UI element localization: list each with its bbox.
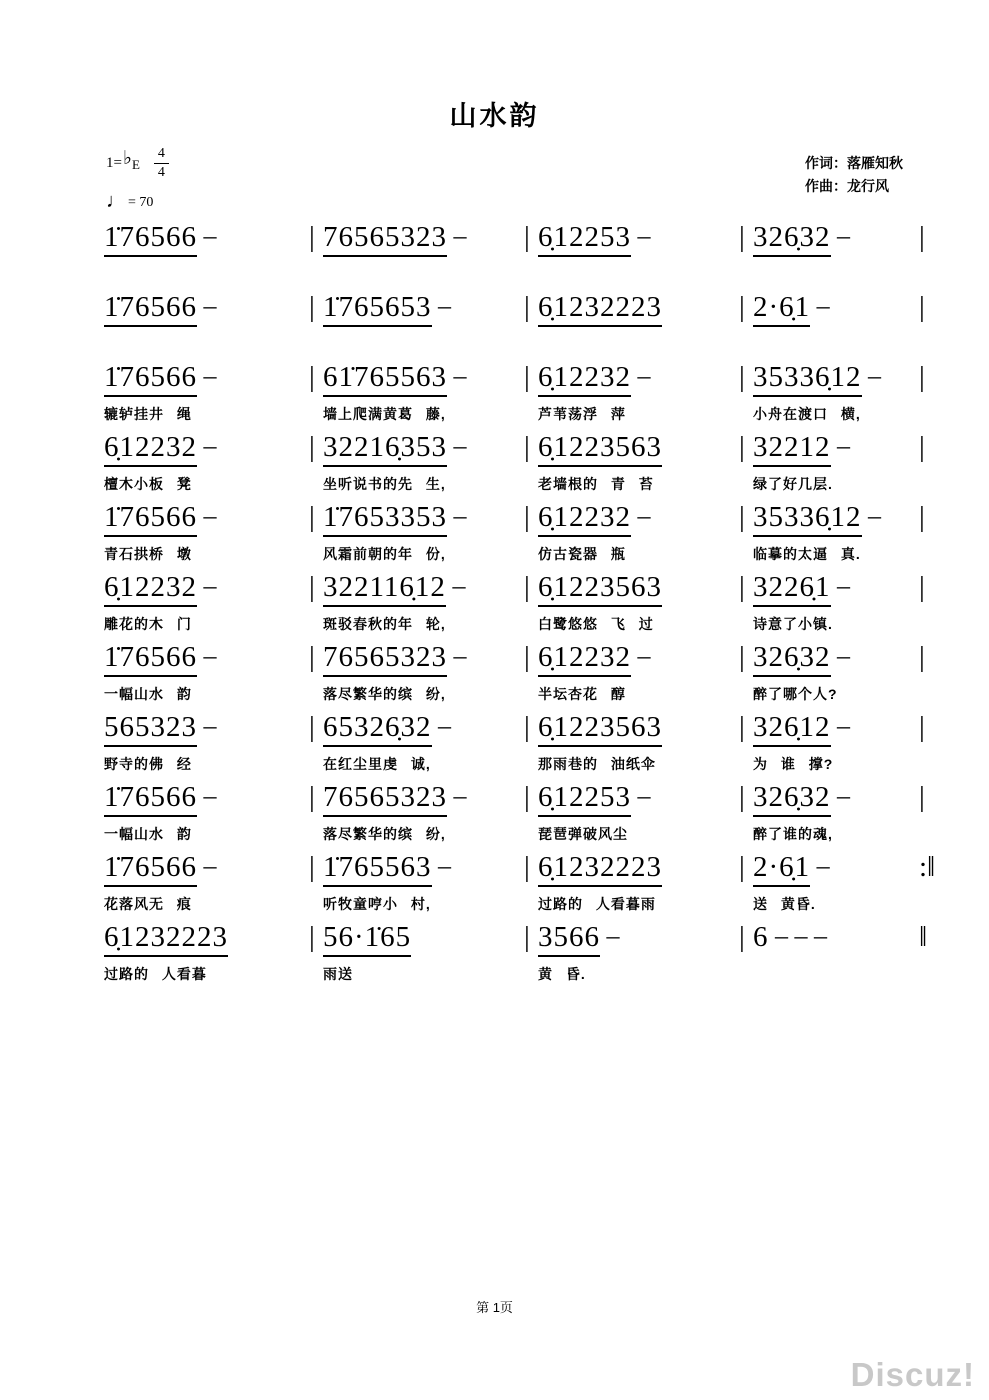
note-group: 6̣1223563: [538, 570, 662, 607]
lyric-line: 一幅山水 韵: [104, 686, 192, 702]
key-prefix: 1=: [106, 155, 122, 172]
barline: |: [309, 571, 315, 603]
duration-dashes: –: [197, 781, 217, 810]
lyric-line: 辘轳挂井 绳: [104, 406, 192, 422]
duration-dashes: –: [830, 641, 850, 670]
note-line: [538, 500, 739, 537]
measure: [538, 360, 739, 424]
note-group: 6̣12232: [538, 640, 631, 677]
note-group: 6̣1232223: [538, 290, 662, 327]
score-row: [104, 570, 940, 640]
note-line: [753, 430, 919, 467]
score-row: [104, 850, 940, 920]
score-row: [104, 290, 940, 360]
note-group: 6̣1232223: [538, 850, 662, 887]
note-group: 1̇76566: [104, 500, 197, 537]
duration-dashes: – – –: [768, 921, 827, 950]
score-row: [104, 640, 940, 710]
note-line: [753, 500, 919, 537]
barline: |: [739, 851, 745, 883]
lyric-line: 雨送: [323, 966, 353, 982]
note-line: [538, 430, 739, 467]
duration-dashes: –: [197, 431, 217, 460]
score-row: [104, 430, 940, 500]
note-group: 2·6̣1: [753, 290, 810, 327]
measure: [753, 850, 919, 914]
note-group: 6̣12232: [104, 570, 197, 607]
duration-dashes: –: [861, 501, 881, 530]
measure: [753, 640, 919, 704]
note-group: 32212: [753, 430, 831, 467]
barline: |: [739, 641, 745, 673]
measure: [104, 290, 309, 352]
measure: [323, 500, 524, 564]
time-signature-upper: 4: [154, 146, 169, 164]
score-row: [104, 500, 940, 570]
duration-dashes: –: [631, 501, 651, 530]
measure: [538, 640, 739, 704]
barline: |: [524, 291, 530, 323]
note-group: 6̣12253: [538, 220, 631, 257]
duration-dashes: –: [810, 851, 830, 880]
end-barline: |: [919, 221, 925, 253]
note-group: 6̣1223563: [538, 710, 662, 747]
note-group: 326̣12: [753, 710, 831, 747]
lyric-line: 仿古瓷器 瓶: [538, 546, 626, 562]
note-line: [538, 780, 739, 817]
note-line: [104, 500, 309, 537]
end-barline: ‖: [919, 921, 928, 953]
composer-credit: 作曲：龙行风: [805, 178, 889, 195]
lyricist-credit: 作词：落雁知秋: [805, 155, 903, 171]
barline: |: [739, 431, 745, 463]
measure: [104, 220, 309, 282]
lyric-line: 雕花的木 门: [104, 616, 192, 632]
key-signature: [106, 146, 169, 181]
note-group: 6̣1223563: [538, 430, 662, 467]
note-group: 56·1̇65: [323, 920, 411, 957]
barline: |: [739, 571, 745, 603]
note-line: [104, 710, 309, 747]
barline: |: [524, 501, 530, 533]
lyric-line: [753, 264, 919, 282]
duration-dashes: –: [197, 711, 217, 740]
note-line: [104, 780, 309, 817]
barline: |: [524, 221, 530, 253]
note-group: 6̣12232: [538, 360, 631, 397]
score: [104, 220, 940, 990]
barline: |: [309, 781, 315, 813]
time-signature-lower: 4: [157, 165, 165, 181]
tempo-equals: =: [128, 195, 136, 211]
lyric-line: 斑驳春秋的年 轮,: [323, 616, 446, 632]
note-line: [323, 640, 524, 677]
barline: |: [309, 641, 315, 673]
note-line: [323, 360, 524, 397]
barline: |: [739, 781, 745, 813]
note-group: 6̣12253: [538, 780, 631, 817]
note-group: 1̇76566: [104, 850, 197, 887]
duration-dashes: –: [197, 571, 217, 600]
note-line: [753, 220, 919, 257]
note-line: [538, 920, 739, 957]
lyric-line: 花落风无 痕: [104, 896, 192, 912]
score-row: [104, 780, 940, 850]
note-group: 1̇76566: [104, 220, 197, 257]
lyric-line: 野寺的佛 经: [104, 756, 192, 772]
barline: |: [309, 431, 315, 463]
note-line: [753, 920, 919, 955]
lyric-line: 半坛杏花 醇: [538, 686, 626, 702]
note-line: [323, 500, 524, 537]
note-line: [753, 290, 919, 327]
barline: |: [524, 361, 530, 393]
lyric-line: 为 谁 撑?: [753, 756, 834, 772]
note-group: 1̇765653: [323, 290, 432, 327]
barline: |: [524, 571, 530, 603]
lyric-line: [538, 334, 739, 352]
tempo-marking: [106, 189, 169, 212]
measure: [538, 570, 739, 634]
barline: |: [524, 711, 530, 743]
note-line: [538, 360, 739, 397]
measure: [323, 710, 524, 774]
note-group: 1̇76566: [104, 640, 197, 677]
lyric-line: [538, 264, 739, 282]
barline: |: [739, 921, 745, 953]
note-group: 326̣32: [753, 780, 831, 817]
barline: |: [739, 711, 745, 743]
lyric-line: [104, 264, 309, 282]
measure: [753, 360, 919, 424]
barline: |: [309, 501, 315, 533]
duration-dashes: –: [830, 431, 850, 460]
duration-dashes: –: [830, 711, 850, 740]
lyric-line: 在红尘里虔 诚,: [323, 756, 431, 772]
duration-dashes: –: [447, 781, 467, 810]
duration-dashes: –: [830, 571, 850, 600]
note-line: [538, 290, 739, 327]
barline: |: [739, 501, 745, 533]
note-line: [104, 220, 309, 257]
lyric-line: 芦苇荡浮 萍: [538, 406, 626, 422]
lyric-line: 青石拱桥 墩: [104, 546, 192, 562]
score-row: [104, 360, 940, 430]
end-barline: |: [919, 641, 925, 673]
end-barline: :‖: [919, 851, 936, 883]
measure: [323, 360, 524, 424]
barline: |: [524, 781, 530, 813]
note-group: 6̣12232: [538, 500, 631, 537]
measure: [753, 570, 919, 634]
lyric-line: 风霜前朝的年 份,: [323, 546, 446, 562]
measure: [538, 780, 739, 844]
note-group: 35336̣12: [753, 360, 862, 397]
measure: [753, 290, 919, 352]
song-title: 山水韵: [449, 101, 540, 131]
score-row: [104, 920, 940, 990]
credits: [805, 152, 903, 198]
note-group: 565323: [104, 710, 197, 747]
note-group: 1̇76566: [104, 360, 197, 397]
note-line: [323, 570, 524, 607]
note-line: [753, 360, 919, 397]
note-line: [104, 430, 309, 467]
measure: [104, 500, 309, 564]
measure: [323, 220, 524, 282]
end-barline: |: [919, 781, 925, 813]
note-line: [753, 710, 919, 747]
note-line: [323, 710, 524, 747]
duration-dashes: –: [631, 221, 651, 250]
lyric-line: 落尽繁华的缤 纷,: [323, 826, 446, 842]
note-line: [753, 850, 919, 887]
note-group: 76565323: [323, 220, 447, 257]
note-line: [753, 640, 919, 677]
note-line: [104, 570, 309, 607]
measure: [753, 780, 919, 844]
note-group: 6̣1232223: [104, 920, 228, 957]
note-line: [104, 290, 309, 327]
tempo-bpm: 70: [139, 195, 154, 211]
note-group: 3226̣1: [753, 570, 831, 607]
barline: |: [524, 921, 530, 953]
note-group: 35336̣12: [753, 500, 862, 537]
duration-dashes: –: [197, 501, 217, 530]
duration-dashes: –: [197, 291, 217, 320]
measure: [323, 430, 524, 494]
barline: |: [739, 361, 745, 393]
lyric-line: 临摹的太逼 真.: [753, 546, 861, 562]
measure: [104, 430, 309, 494]
lyric-line: 小舟在渡口 横,: [753, 406, 861, 422]
note-line: [538, 850, 739, 887]
end-barline: |: [919, 501, 925, 533]
duration-dashes: –: [447, 221, 467, 250]
duration-dashes: –: [197, 221, 217, 250]
note-line: [323, 850, 524, 887]
note-line: [323, 780, 524, 817]
duration-dashes: –: [431, 851, 451, 880]
lyric-line: [323, 264, 524, 282]
note-line: [538, 710, 739, 747]
barline: |: [309, 361, 315, 393]
note-line: [538, 220, 739, 257]
barline: |: [524, 641, 530, 673]
measure: [323, 640, 524, 704]
duration-dashes: –: [830, 221, 850, 250]
measure: [104, 780, 309, 844]
barline: |: [524, 431, 530, 463]
lyric-line: 琵琶弹破风尘: [538, 826, 628, 842]
duration-dashes: –: [861, 361, 881, 390]
duration-dashes: –: [197, 361, 217, 390]
measure: [753, 920, 919, 980]
note-group: 3566: [538, 920, 600, 957]
lyric-line: 听牧童哼小 村,: [323, 896, 431, 912]
lyric-line: [753, 962, 919, 980]
note-line: [104, 920, 309, 957]
measure: [104, 360, 309, 424]
lyric-line: 檀木小板 凳: [104, 476, 192, 492]
measure: [753, 500, 919, 564]
lyric-line: 绿了好几层.: [753, 476, 833, 492]
note-line: [323, 430, 524, 467]
measure: [104, 570, 309, 634]
barline: |: [739, 221, 745, 253]
note-line: [104, 360, 309, 397]
note-line: [323, 290, 524, 327]
lyric-line: 过路的 人看暮: [104, 966, 207, 982]
measure: [538, 290, 739, 352]
lyric-line: 老墙根的 青 苔: [538, 476, 654, 492]
flat-icon: ♭: [122, 148, 132, 170]
key-letter: E: [131, 156, 140, 172]
duration-dashes: –: [445, 571, 466, 600]
lyric-line: 一幅山水 韵: [104, 826, 192, 842]
lyric-line: 过路的 人看暮雨: [538, 896, 656, 912]
note-line: [104, 640, 309, 677]
barline: |: [309, 921, 315, 953]
lyric-line: 醉了哪个人?: [753, 686, 838, 702]
measure: [323, 780, 524, 844]
barline: |: [309, 851, 315, 883]
duration-dashes: –: [431, 291, 451, 320]
note-group: 76565323: [323, 780, 447, 817]
duration-dashes: –: [447, 501, 467, 530]
note-group: 76565323: [323, 640, 447, 677]
note-group: 326̣32: [753, 220, 831, 257]
barline: |: [739, 291, 745, 323]
lyric-line: 送 黄昏.: [753, 896, 816, 912]
note-group: 1̇76566: [104, 290, 197, 327]
duration-dashes: –: [631, 781, 651, 810]
note-group: 322116̣12: [323, 570, 446, 607]
lyric-line: [323, 334, 524, 352]
duration-dashes: –: [197, 641, 217, 670]
measure: [323, 570, 524, 634]
page-number: 第 1页: [476, 1300, 513, 1315]
end-barline: |: [919, 361, 925, 393]
measure: [104, 850, 309, 914]
note-line: [753, 780, 919, 817]
lyric-line: 坐听说书的先 生,: [323, 476, 446, 492]
note-line: [323, 220, 524, 257]
note-line: [104, 850, 309, 887]
quarter-note-icon: ♩: [106, 190, 126, 213]
measure: [538, 710, 739, 774]
lyric-line: [104, 334, 309, 352]
lyric-line: 那雨巷的 油纸伞: [538, 756, 656, 772]
note-group: 6̣12232: [104, 430, 197, 467]
lyric-line: 落尽繁华的缤 纷,: [323, 686, 446, 702]
measure: [753, 220, 919, 282]
score-row: [104, 710, 940, 780]
note-group: 2·6̣1: [753, 850, 810, 887]
measure: [538, 220, 739, 282]
lyric-line: [753, 334, 919, 352]
note-group: 1̇765563: [323, 850, 432, 887]
duration-dashes: –: [447, 361, 467, 390]
note-group: 32216̣353: [323, 430, 447, 467]
measure: [323, 290, 524, 352]
lyric-line: 诗意了小镇.: [753, 616, 833, 632]
note-line: [538, 640, 739, 677]
duration-dashes: –: [447, 641, 467, 670]
key-tempo-block: [106, 146, 169, 212]
note-group: 65326̣32: [323, 710, 432, 747]
lyric-line: 醉了谁的魂,: [753, 826, 833, 842]
end-barline: |: [919, 711, 925, 743]
duration-dashes: –: [197, 851, 217, 880]
note-line: [538, 570, 739, 607]
barline: |: [309, 221, 315, 253]
note-group: 61̇765563: [323, 360, 447, 397]
measure: [538, 500, 739, 564]
score-row: [104, 220, 940, 290]
measure: [753, 710, 919, 774]
barline: |: [309, 291, 315, 323]
time-signature: [154, 146, 169, 181]
duration-dashes: –: [830, 781, 850, 810]
note-line: [323, 920, 524, 957]
duration-dashes: –: [431, 711, 451, 740]
duration-dashes: –: [631, 361, 651, 390]
measure: [104, 640, 309, 704]
barline: |: [524, 851, 530, 883]
end-barline: |: [919, 291, 925, 323]
barline: |: [309, 711, 315, 743]
measure: [538, 920, 739, 984]
note-group: 1̇76566: [104, 780, 197, 817]
note-group: 1̇7653353: [323, 500, 447, 537]
measure: [753, 430, 919, 494]
discuz-watermark: Discuz!: [850, 1356, 975, 1393]
lyric-line: 白鹭悠悠 飞 过: [538, 616, 654, 632]
measure: [104, 920, 309, 984]
measure: [538, 430, 739, 494]
note-group: 326̣32: [753, 640, 831, 677]
note-group: 6: [753, 921, 769, 953]
duration-dashes: –: [447, 431, 467, 460]
measure: [323, 850, 524, 914]
measure: [323, 920, 524, 984]
measure: [538, 850, 739, 914]
lyric-line: 墙上爬满黄葛 藤,: [323, 406, 446, 422]
duration-dashes: –: [600, 921, 620, 950]
duration-dashes: –: [810, 291, 830, 320]
lyric-line: 黄 昏.: [538, 966, 586, 982]
end-barline: |: [919, 571, 925, 603]
end-barline: |: [919, 431, 925, 463]
measure: [104, 710, 309, 774]
duration-dashes: –: [631, 641, 651, 670]
note-line: [753, 570, 919, 607]
